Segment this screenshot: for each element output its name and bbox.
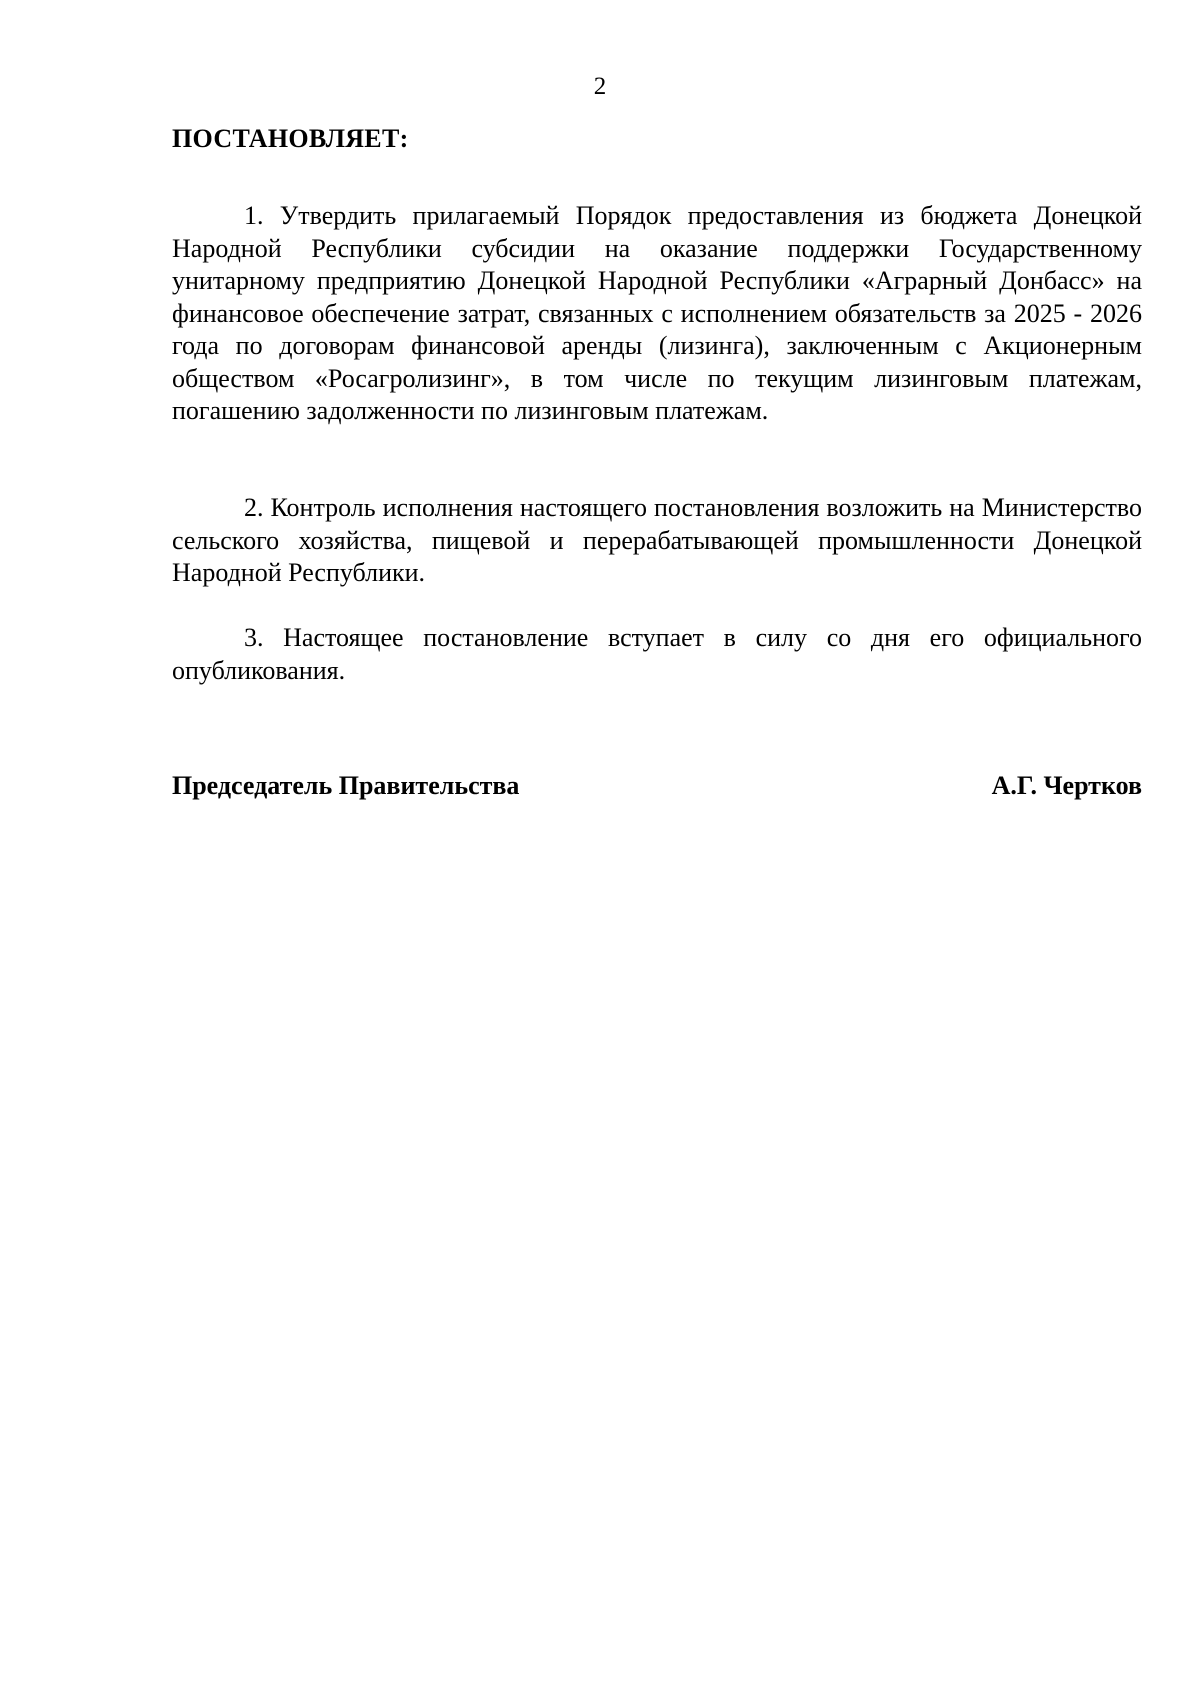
signatory-position: Председатель Правительства [172, 771, 520, 800]
signature-block [172, 770, 1142, 804]
paragraph-1: 1. Утвердить прилагаемый Порядок предоставления из бюджета Донецкой Народной Республики субсидии на оказание поддержки Государственному унитарному предприятию Донецкой Народной Республики «Аграрный Донбасс» на финансовое обеспечение затрат, связанных с исполнением обязательств за 2025 - 2026 года по договорам финансовой аренды (лизинга), заключенным с Акционерным обществом «Росагролизинг», в том числе по текущим лизинговым платежам, погашению задолженности по лизинговым платежам. [172, 201, 1142, 425]
signatory-name: А.Г. Чертков [991, 771, 1142, 800]
paragraph-2: 2. Контроль исполнения настоящего постановления возложить на Министерство сельского хозяйства, пищевой и перерабатывающей промышленности Донецкой Народной Республики. [172, 493, 1142, 587]
decree-heading: ПОСТАНОВЛЯЕТ: [172, 124, 409, 153]
page-number: 2 [593, 73, 607, 100]
paragraph-3: 3. Настоящее постановление вступает в силу со дня его официального опубликования. [172, 623, 1142, 685]
